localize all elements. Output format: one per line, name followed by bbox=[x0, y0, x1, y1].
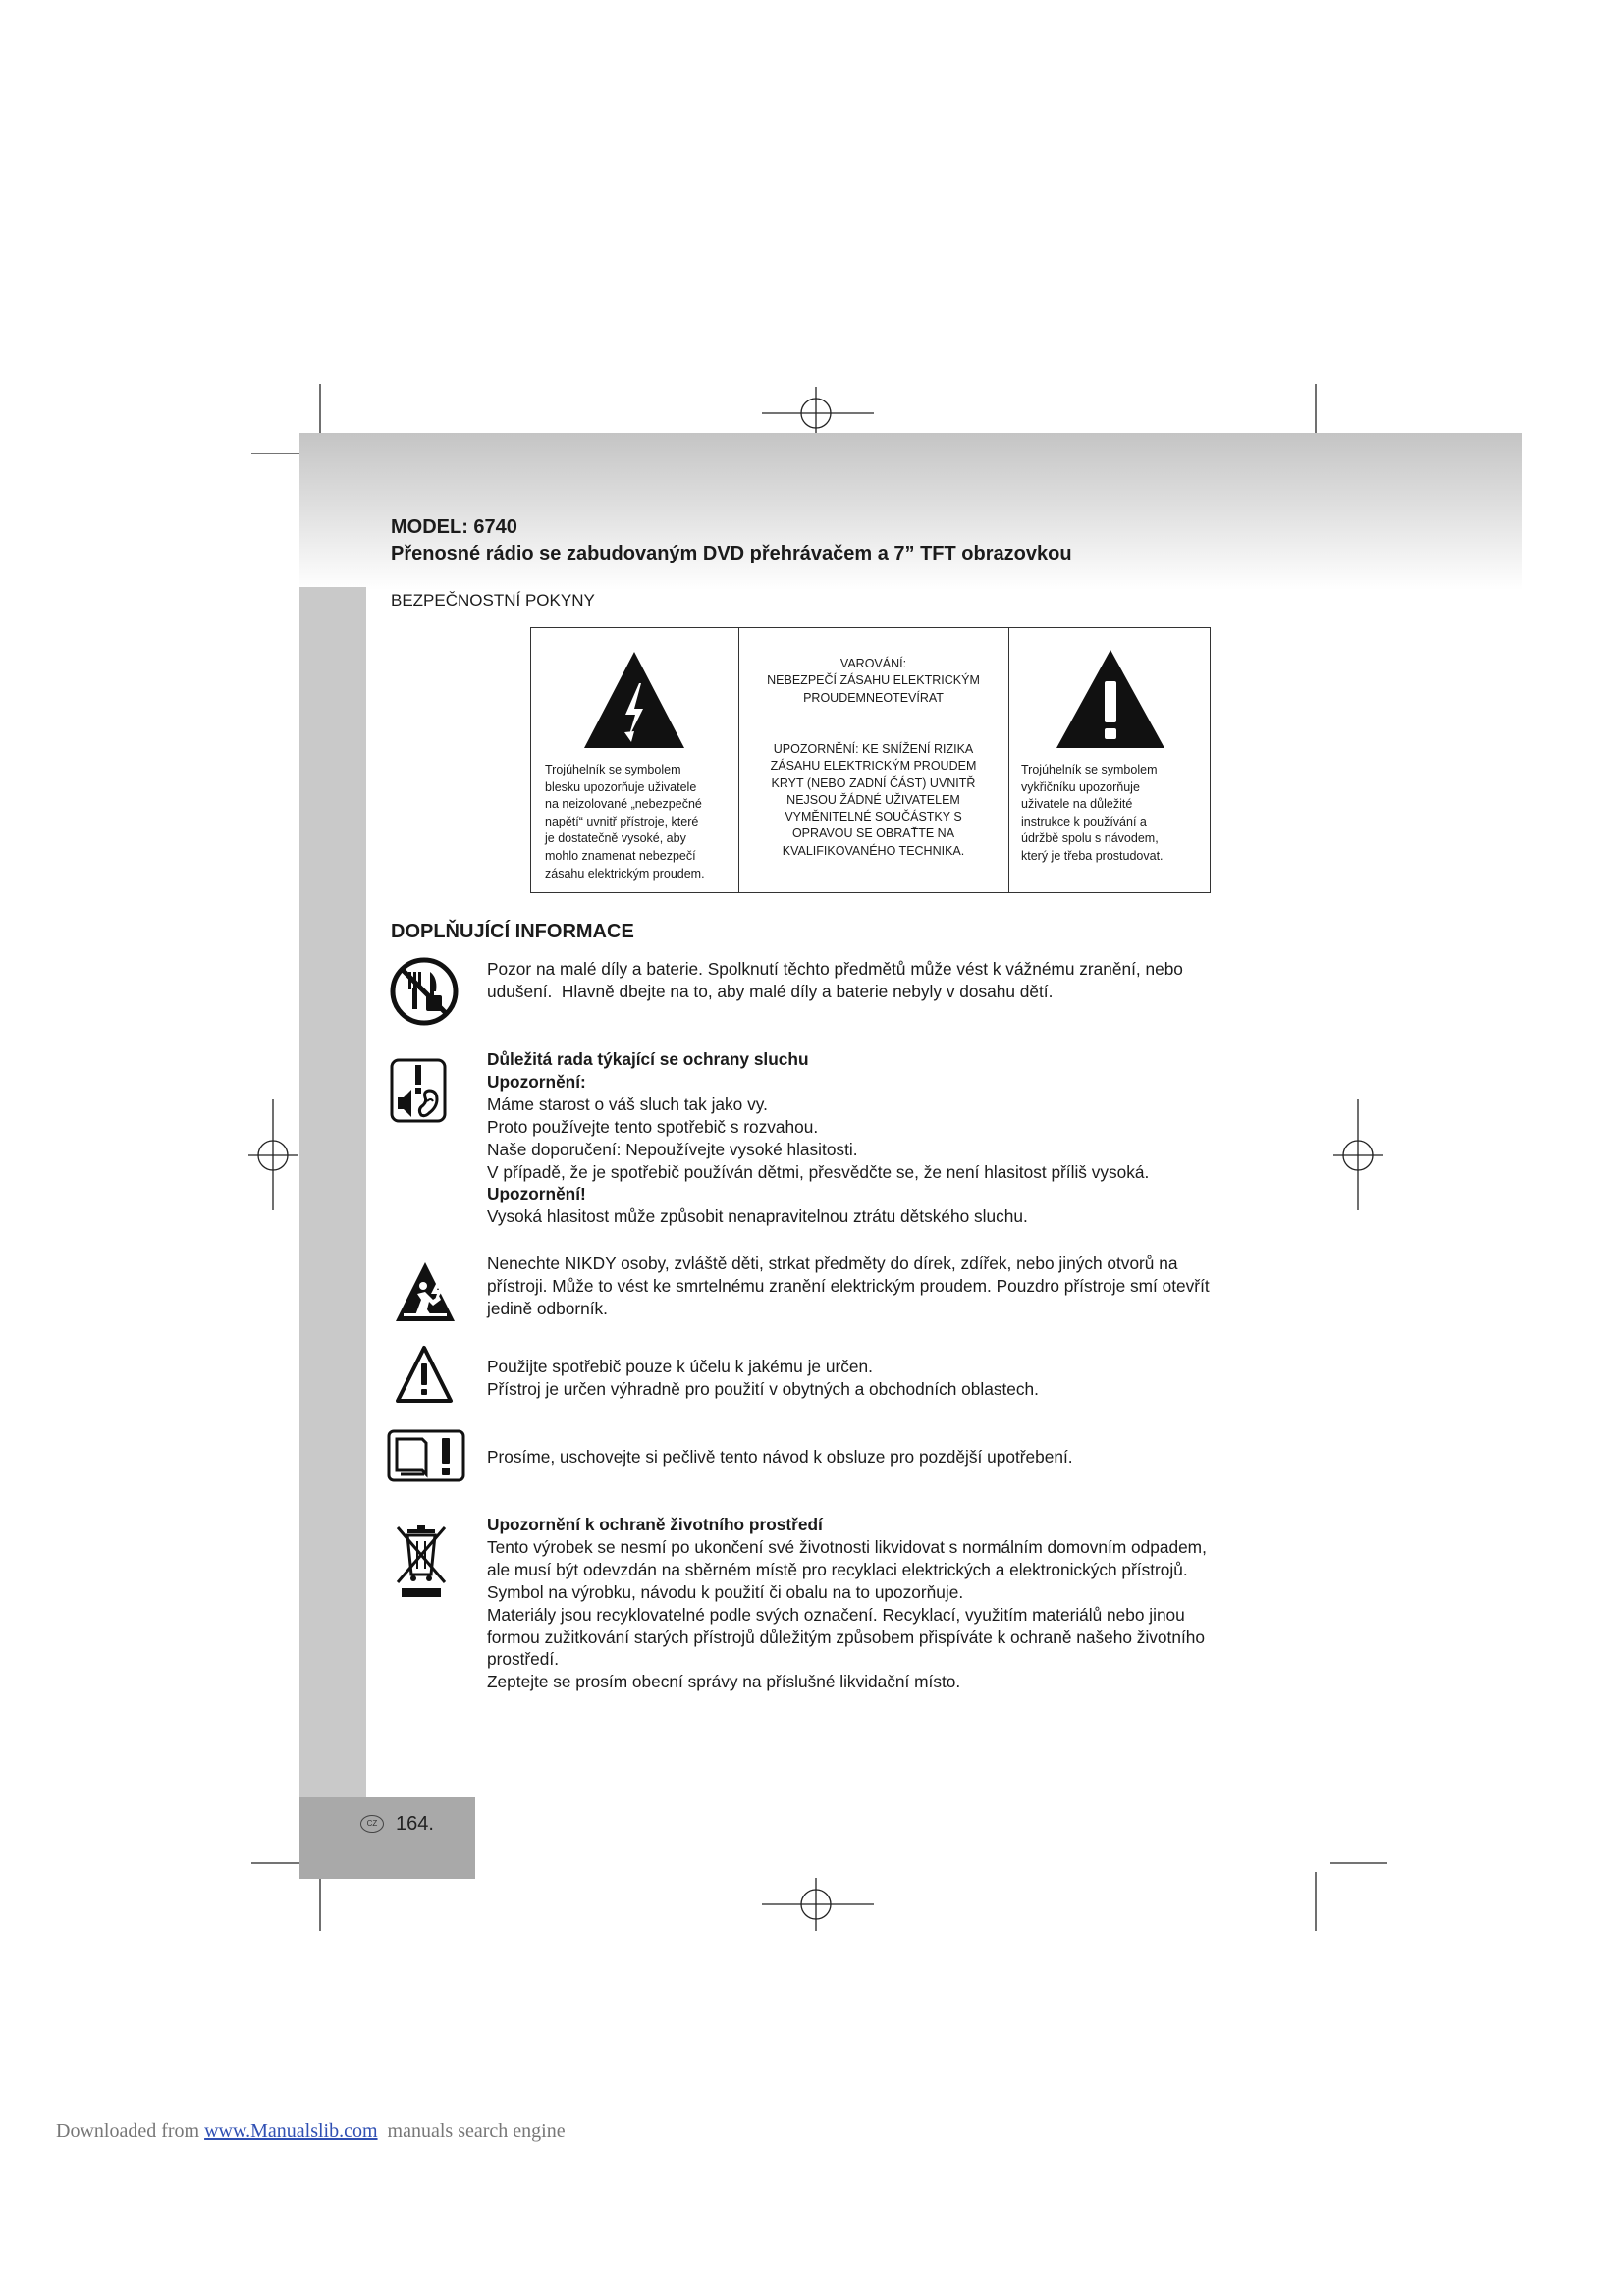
warning-icon bbox=[395, 1344, 454, 1405]
text-line: Tento výrobek se nesmí po ukončení své životnosti likvidovat s normálním domovním odpadem, bbox=[487, 1536, 1207, 1557]
environment-title: Upozornění k ochraně životního prostředí bbox=[487, 1515, 823, 1534]
text-line: UPOZORNĚNÍ: KE SNÍŽENÍ RIZIKA bbox=[773, 742, 974, 756]
text-line: Přístroj je určen výhradně pro použití v obytných a obchodních oblastech. bbox=[487, 1378, 1039, 1399]
usage-text bbox=[487, 1356, 1039, 1401]
warning-text bbox=[738, 656, 1008, 707]
text-line: Prosíme, uschovejte si pečlivě tento návod k obsluze pro pozdější upotřebení. bbox=[487, 1447, 1073, 1467]
text-line: formou zužitkování starých přístrojů důležitým způsobem přispíváte k ochraně našeho životního bbox=[487, 1627, 1205, 1647]
no-small-parts-icon bbox=[389, 956, 460, 1027]
text-line: Máme starost o váš sluch tak jako vy. bbox=[487, 1094, 768, 1114]
download-footer bbox=[56, 2118, 566, 2144]
text-line: VYMĚNITELNÉ SOUČÁSTKY S bbox=[785, 810, 962, 825]
text-line: PROUDEMNEOTEVÍRAT bbox=[803, 690, 944, 705]
registration-mark bbox=[762, 387, 874, 440]
exclamation-triangle-icon bbox=[1055, 648, 1166, 750]
footer-prefix: Downloaded from bbox=[56, 2120, 205, 2142]
electric-shock-icon bbox=[394, 1260, 457, 1323]
header-band bbox=[299, 433, 1522, 590]
text-line: zásahu elektrickým proudem. bbox=[545, 866, 705, 881]
text-line: ZÁSAHU ELEKTRICKÝM PROUDEM bbox=[770, 759, 977, 774]
text-line: NEJSOU ŽÁDNÉ UŽIVATELEM bbox=[786, 792, 960, 807]
text-line: KRYT (NEBO ZADNÍ ČÁST) UVNITŘ bbox=[771, 775, 976, 790]
hearing-text bbox=[487, 1048, 1149, 1228]
table-divider bbox=[1008, 628, 1009, 892]
text-line: OPRAVOU SE OBRAŤTE NA bbox=[791, 827, 955, 841]
text-line: uživatele na důležité bbox=[1021, 797, 1133, 812]
page-number: 164. bbox=[396, 1813, 434, 1835]
manual-text bbox=[487, 1446, 1073, 1468]
text-line: instrukce k používání a bbox=[1021, 814, 1147, 828]
caution-text bbox=[738, 741, 1008, 860]
text-line: NEBEZPEČÍ ZÁSAHU ELEKTRICKÝM bbox=[767, 673, 980, 688]
registration-mark bbox=[248, 1099, 298, 1210]
text-line: Nenechte NIKDY osoby, zvláště děti, strkat předměty do dírek, zdířek, nebo jiných otvorů na bbox=[487, 1254, 1178, 1273]
text-line: Naše doporučení: Nepoužívejte vysoké hlasitosti. bbox=[487, 1139, 858, 1159]
exclamation-description bbox=[1021, 762, 1164, 866]
text-line: prostředí. bbox=[487, 1649, 559, 1670]
text-line: Proto používejte tento spotřebič s rozvahou. bbox=[487, 1116, 819, 1137]
safety-heading: BEZPEČNOSTNÍ POKYNY bbox=[391, 591, 595, 610]
footer-suffix: manuals search engine bbox=[377, 2120, 566, 2142]
text-line: jedině odborník. bbox=[487, 1298, 608, 1318]
text-line: KVALIFIKOVANÉHO TECHNIKA. bbox=[782, 843, 965, 858]
registration-mark bbox=[1333, 1099, 1383, 1210]
text-line: napětí“ uvnitř přístroje, které bbox=[545, 814, 699, 828]
text-line: vykřičníku upozorňuje bbox=[1021, 779, 1140, 794]
text-line: Materiály jsou recyklovatelné podle svých označení. Recyklací, využitím materiálů nebo jinou bbox=[487, 1604, 1185, 1625]
small-parts-text bbox=[487, 958, 1183, 1003]
text-line: Vysoká hlasitost může způsobit nenapravitelnou ztrátu dětského sluchu. bbox=[487, 1206, 1028, 1227]
text-line: na neizolované „nebezpečné bbox=[545, 797, 702, 812]
shock-text bbox=[487, 1253, 1210, 1320]
side-bar bbox=[299, 587, 366, 1797]
text-line: Zeptejte se prosím obecní správy na příslušné likvidační místo. bbox=[487, 1672, 961, 1692]
text-line: je dostatečně vysoké, aby bbox=[545, 831, 686, 846]
text-line: udušení. Hlavně dbejte na to, aby malé díly a baterie nebyly v dosahu dětí. bbox=[487, 981, 1054, 1001]
caution-label: Upozornění: bbox=[487, 1071, 586, 1092]
hearing-title: Důležitá rada týkající se ochrany sluchu bbox=[487, 1049, 809, 1069]
info-heading: DOPLŇUJÍCÍ INFORMACE bbox=[391, 921, 634, 942]
text-line: Symbol na výrobku, návodu k použití či obalu na to upozorňuje. bbox=[487, 1581, 964, 1602]
page-number-box bbox=[299, 1797, 475, 1879]
environment-text bbox=[487, 1514, 1207, 1693]
text-line: Trojúhelník se symbolem bbox=[545, 763, 681, 776]
registration-mark bbox=[762, 1878, 874, 1931]
text-line: V případě, že je spotřebič používán dětmi, přesvědčte se, že není hlasitost příliš vysoká. bbox=[487, 1161, 1150, 1182]
text-line: mohlo znamenat nebezpečí bbox=[545, 848, 696, 863]
text-line: který je třeba prostudovat. bbox=[1021, 848, 1164, 863]
text-line: přístroji. Může to vést ke smrtelnému zranění elektrickým proudem. Pouzdro přístroje smí otevřít bbox=[487, 1275, 1210, 1296]
text-line: Trojúhelník se symbolem bbox=[1021, 763, 1158, 776]
text-line: VAROVÁNÍ: bbox=[839, 657, 907, 670]
text-line: ale musí být odevzdán na sběrném místě pro recyklaci elektrických a elektronických přístrojů. bbox=[487, 1559, 1188, 1579]
weee-bin-icon bbox=[392, 1522, 451, 1600]
text-line: údržbě spolu s návodem, bbox=[1021, 831, 1159, 846]
manualslib-link[interactable]: www.Manualslib.com bbox=[204, 2120, 378, 2142]
text-line: Použijte spotřebič pouze k účelu k jakému je určen. bbox=[487, 1357, 873, 1376]
manual-book-icon bbox=[387, 1429, 465, 1482]
lightning-triangle-icon bbox=[582, 650, 686, 750]
caution-label: Upozornění! bbox=[487, 1184, 586, 1204]
language-badge: CZ bbox=[360, 1815, 384, 1833]
text-line: Pozor na malé díly a baterie. Spolknutí těchto předmětů může vést k vážnému zranění, nebo bbox=[487, 959, 1183, 979]
model-label: MODEL: 6740 bbox=[391, 516, 517, 538]
text-line: blesku upozorňuje uživatele bbox=[545, 779, 697, 794]
hearing-warning-icon bbox=[390, 1058, 447, 1123]
lightning-description bbox=[545, 762, 705, 882]
page-title: Přenosné rádio se zabudovaným DVD přehrávačem a 7” TFT obrazovkou bbox=[391, 543, 1072, 564]
